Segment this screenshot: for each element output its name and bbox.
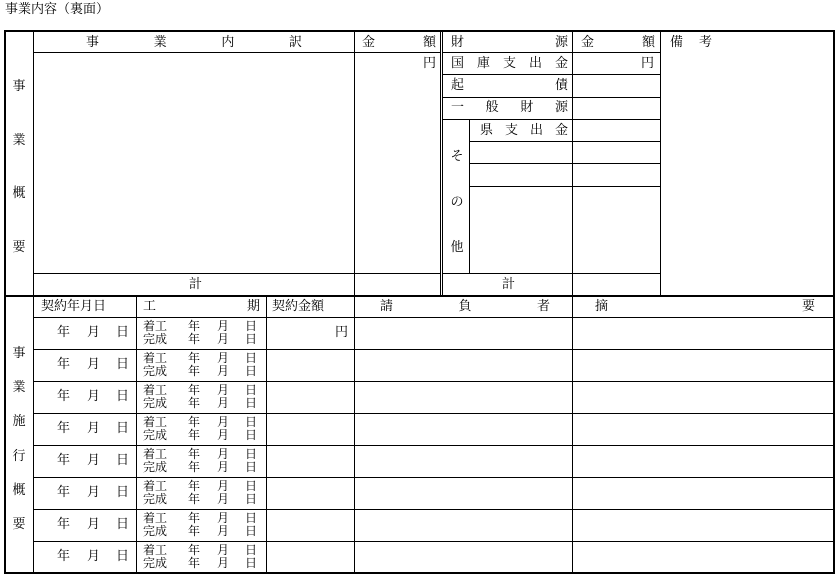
source-other-label: [444, 145, 470, 255]
source-bond-char: 債: [554, 78, 568, 93]
source-other-label-char: そ: [450, 149, 464, 164]
period-finish-line-label: 完成: [143, 492, 168, 506]
total-rule: [443, 273, 660, 274]
period-start-line-part: 月: [217, 351, 230, 365]
amount-column-rule: [354, 31, 355, 296]
header-source-char: 財: [451, 35, 465, 50]
period-start-line-part: 月: [217, 479, 230, 493]
period-finish-line-part: 月: [217, 524, 230, 538]
side-label-execution-outline-char: 要: [12, 516, 26, 532]
contract-date-part: 月: [87, 517, 101, 532]
header-contractor-char: 請: [380, 299, 394, 314]
source-bond-char: 起: [451, 78, 465, 93]
side-label-execution-outline: [5, 342, 33, 532]
source-national-treasury: [451, 57, 568, 71]
period-start-line-part: 年: [188, 447, 201, 461]
period-start-line-part: 日: [245, 447, 258, 461]
side-label-execution-outline-char: 行: [12, 448, 26, 464]
contract-date-part: 日: [116, 357, 130, 372]
period-finish-line-part: 日: [245, 428, 258, 442]
source-row-rule: [443, 97, 660, 98]
header-breakdown-char: 事: [86, 35, 100, 50]
period-finish-line-part: 月: [217, 428, 230, 442]
header-amount-char: 額: [422, 35, 436, 50]
period-finish-line-part: 年: [188, 492, 201, 506]
header-breakdown-char: 訳: [288, 35, 302, 50]
source-general-revenue-char: 財: [520, 100, 534, 115]
side-label-execution-outline-char: 事: [12, 346, 26, 361]
source-general-revenue-char: 源: [554, 100, 568, 115]
period-start-line-part: 日: [245, 351, 258, 365]
contract-date-part: 年: [57, 453, 71, 468]
source-row-rule: [470, 163, 660, 164]
period-finish-line-part: 年: [188, 428, 201, 442]
period-finish-line-part: 月: [217, 492, 230, 506]
period-finish-line-part: 月: [217, 364, 230, 378]
period-finish-line-part: 月: [217, 556, 230, 570]
side-label-business-outline-char: 業: [12, 132, 26, 148]
header-remarks-char: 備: [670, 35, 684, 50]
contract-date-part: 月: [87, 453, 101, 468]
source-prefecture-expenditure: [480, 124, 568, 138]
side-label-business-outline-char: 事: [12, 79, 26, 94]
header-rule: [34, 52, 441, 53]
period-finish-line-label: 完成: [143, 396, 168, 410]
header-period-char: 工: [143, 299, 157, 314]
period-finish-line-part: 日: [245, 332, 258, 346]
period-start-line-part: 月: [217, 447, 230, 461]
period-finish-line-part: 月: [217, 460, 230, 474]
period-finish-line-part: 年: [188, 556, 201, 570]
source-national-treasury-char: 金: [554, 56, 568, 71]
period-start-line-part: 日: [245, 383, 258, 397]
header-rule: [443, 52, 660, 53]
contract-date-part: 年: [57, 485, 71, 500]
period-finish-line-part: 年: [188, 460, 201, 474]
contract-date-part: 月: [87, 421, 101, 436]
period-finish-line-part: 日: [245, 396, 258, 410]
header-contract-date: 契約年月日: [41, 299, 107, 314]
contract-date-part: 日: [116, 325, 130, 340]
contract-date-part: 年: [57, 325, 71, 340]
period-finish-line-label: 完成: [143, 332, 168, 346]
period-start-line-part: 年: [188, 415, 201, 429]
contract-date-part: 年: [57, 357, 71, 372]
period-start-line-part: 日: [245, 319, 258, 333]
period-finish-line-label: 完成: [143, 556, 168, 570]
contract-amount-yen-unit: 円: [334, 325, 348, 340]
source-other-label-char: の: [450, 194, 464, 210]
contract-date-part: 日: [116, 485, 130, 500]
contract-date-part: 日: [116, 421, 130, 436]
contract-date-part: 年: [57, 517, 71, 532]
header-contractor: [380, 300, 550, 314]
header-breakdown: [86, 36, 302, 50]
side-label-execution-outline-char: 施: [12, 414, 26, 430]
period-start-line-label: 着工: [143, 383, 168, 397]
period-start-line-label: 着工: [143, 511, 168, 525]
period-start-line-part: 月: [217, 383, 230, 397]
period-finish-line-part: 年: [188, 332, 201, 346]
header-breakdown-char: 業: [153, 35, 167, 50]
period-finish-line-part: 月: [217, 332, 230, 346]
header-remarks: [670, 36, 712, 50]
header-source-amount-char: 額: [641, 35, 655, 50]
source-national-treasury-char: 出: [528, 56, 542, 71]
header-source: [451, 36, 568, 50]
contract-date-part: 月: [87, 485, 101, 500]
header-breakdown-char: 内: [221, 35, 235, 50]
contract-date-part: 月: [87, 549, 101, 564]
header-contractor-char: 者: [536, 299, 550, 314]
period-finish-line-part: 年: [188, 396, 201, 410]
period-finish-line-part: 年: [188, 364, 201, 378]
source-prefecture-expenditure-char: 県: [480, 123, 494, 138]
period-start-line-label: 着工: [143, 319, 168, 333]
contract-date-part: 月: [87, 357, 101, 372]
contract-date-part: 日: [116, 517, 130, 532]
source-amount-yen-unit: 円: [640, 56, 654, 71]
source-row-rule: [470, 186, 660, 187]
source-national-treasury-char: 国: [451, 56, 465, 71]
contract-date-part: 日: [116, 453, 130, 468]
source-general-revenue-char: 一: [451, 100, 465, 115]
period-finish-line-label: 完成: [143, 364, 168, 378]
header-contractor-char: 負: [458, 299, 472, 314]
period-start-line-label: 着工: [143, 415, 168, 429]
side-label-business-outline-char: 要: [12, 239, 26, 255]
source-prefecture-expenditure-char: 金: [554, 123, 568, 138]
contract-date-part: 年: [57, 549, 71, 564]
source-row-rule: [443, 119, 660, 120]
side-label-execution-outline-char: 概: [12, 482, 26, 498]
total-rule: [34, 273, 441, 274]
period-start-line-part: 年: [188, 543, 201, 557]
header-summary-char: 要: [801, 299, 815, 314]
period-start-line-part: 月: [217, 415, 230, 429]
period-start-line-part: 日: [245, 479, 258, 493]
period-finish-line-label: 完成: [143, 460, 168, 474]
period-finish-line-part: 日: [245, 524, 258, 538]
contract-date-part: 月: [87, 389, 101, 404]
header-source-amount: [581, 36, 655, 50]
source-amount-rule: [572, 31, 573, 296]
source-prefecture-expenditure-char: 出: [529, 123, 543, 138]
header-summary: [595, 300, 815, 314]
source-general-revenue: [451, 101, 568, 115]
header-amount: [362, 36, 436, 50]
period-start-line-label: 着工: [143, 351, 168, 365]
header-remarks-char: 考: [698, 35, 712, 50]
contract-date-part: 月: [87, 325, 101, 340]
source-general-revenue-char: 般: [485, 100, 499, 115]
period-start-line-label: 着工: [143, 543, 168, 557]
header-source-char: 源: [554, 35, 568, 50]
section-divider: [5, 295, 834, 297]
side-label-business-outline-char: 概: [12, 186, 26, 202]
period-start-line-part: 月: [217, 319, 230, 333]
source-row-rule: [470, 141, 660, 142]
period-start-line-label: 着工: [143, 447, 168, 461]
source-divider-rule: [442, 31, 443, 296]
period-start-line-part: 日: [245, 511, 258, 525]
contract-date-part: 日: [116, 389, 130, 404]
period-start-line-part: 月: [217, 511, 230, 525]
period-start-line-part: 年: [188, 351, 201, 365]
period-start-line-part: 年: [188, 383, 201, 397]
source-bond: [451, 79, 568, 93]
period-finish-line-part: 月: [217, 396, 230, 410]
remarks-rule: [660, 31, 661, 296]
side-label-business-outline: [5, 75, 33, 255]
period-start-line-part: 年: [188, 479, 201, 493]
period-start-line-part: 年: [188, 319, 201, 333]
header-period-char: 期: [246, 299, 260, 314]
contract-date-part: 年: [57, 421, 71, 436]
period-finish-line-part: 年: [188, 524, 201, 538]
header-contract-amount: 契約金額: [272, 299, 325, 314]
period-finish-line-part: 日: [245, 556, 258, 570]
source-national-treasury-char: 庫: [476, 56, 490, 71]
header-summary-char: 摘: [595, 299, 609, 314]
period-start-line-part: 日: [245, 543, 258, 557]
contract-date-part: 日: [116, 549, 130, 564]
side-label-execution-outline-char: 業: [12, 380, 26, 396]
period-finish-line-part: 日: [245, 492, 258, 506]
source-other-label-char: 他: [450, 240, 464, 255]
period-start-line-label: 着工: [143, 479, 168, 493]
source-divider-rule: [440, 31, 441, 296]
period-finish-line-part: 日: [245, 364, 258, 378]
period-start-line-part: 年: [188, 511, 201, 525]
period-start-line-part: 月: [217, 543, 230, 557]
source-row-rule: [443, 74, 660, 75]
period-finish-line-label: 完成: [143, 428, 168, 442]
header-period: [143, 300, 260, 314]
amount-yen-unit: 円: [422, 56, 436, 71]
period-start-line-part: 日: [245, 415, 258, 429]
period-finish-line-part: 日: [245, 460, 258, 474]
source-prefecture-expenditure-char: 支: [504, 123, 518, 138]
contract-date-part: 年: [57, 389, 71, 404]
period-finish-line-label: 完成: [143, 524, 168, 538]
header-amount-char: 金: [362, 35, 376, 50]
source-national-treasury-char: 支: [502, 56, 516, 71]
total-label-source: 計: [502, 277, 516, 292]
total-label-breakdown: 計: [189, 277, 203, 292]
header-source-amount-char: 金: [581, 35, 595, 50]
page-title: 事業内容（裏面）: [5, 2, 110, 17]
